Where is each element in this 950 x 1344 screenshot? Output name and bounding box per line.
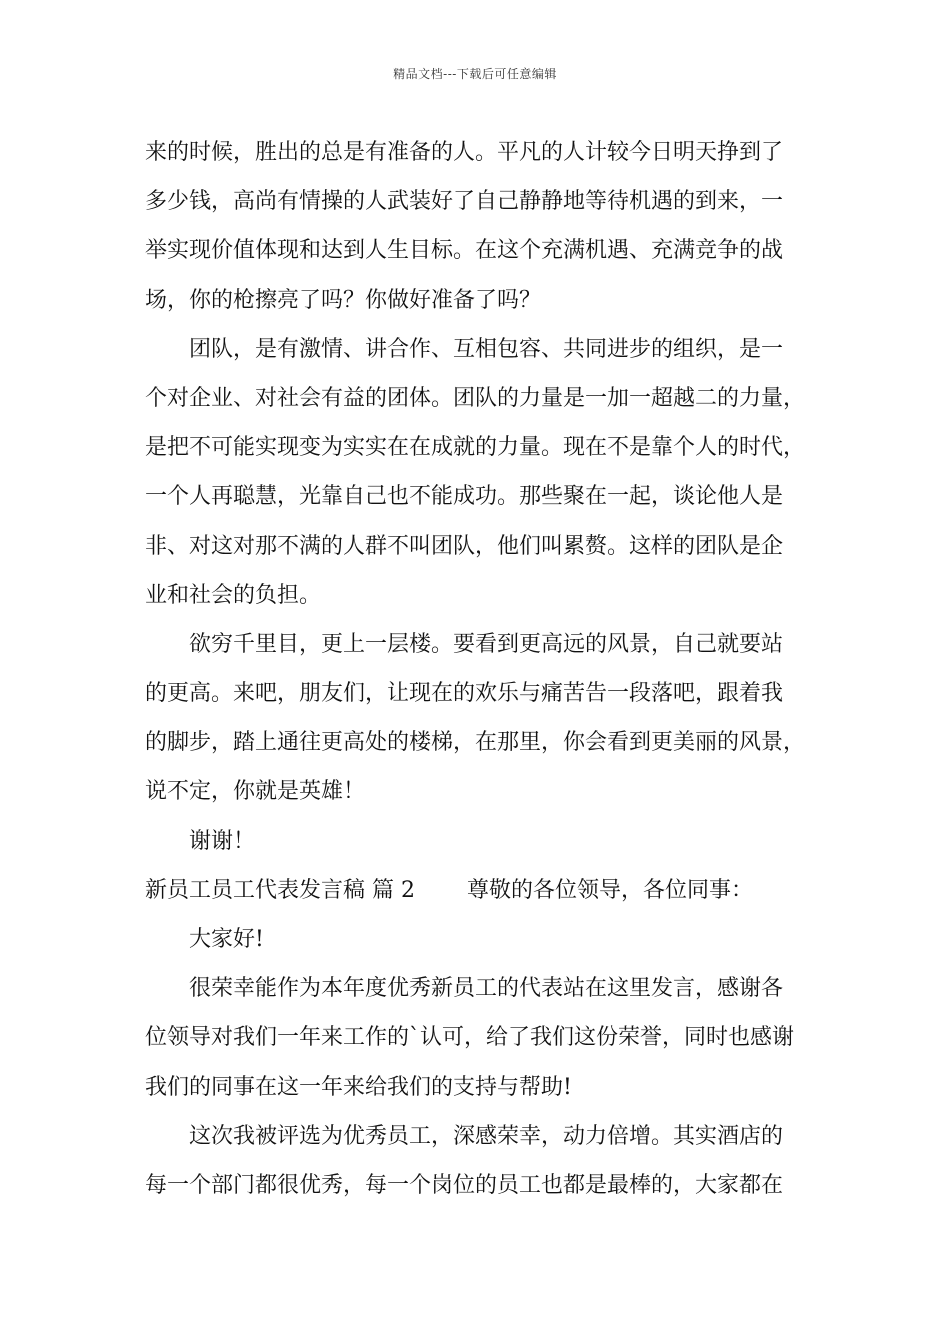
paragraph-line: 举实现价值体现和达到人生目标。在这个充满机遇、充满竞争的战 (145, 238, 784, 264)
paragraph-line: 来的时候，胜出的总是有准备的人。平凡的人计较今日明天挣到了 (145, 140, 784, 165)
paragraph-line: 的更高。来吧，朋友们，让现在的欢乐与痛苦告一段落吧，跟着我 (145, 681, 784, 707)
greeting-line: 大家好! (189, 927, 264, 952)
paragraph-line: 欲穷千里目，更上一层楼。要看到更高远的风景，自己就要站 (189, 631, 784, 657)
document-body (145, 128, 825, 1210)
section-title: 新员工员工代表发言稿 篇 2 (145, 877, 415, 903)
page-header: 精品文档---下载后可任意编辑 (393, 67, 557, 81)
paragraph-line: 场，你的枪擦亮了吗？你做好准备了吗？ (145, 287, 542, 313)
paragraph-line: 多少钱，高尚有情操的人武装好了自己静静地等待机遇的到来，一 (145, 189, 784, 215)
paragraph-line: 每一个部门都很优秀，每一个岗位的员工也都是最棒的，大家都在 (145, 1172, 784, 1198)
salutation: 尊敬的各位领导，各位同事： (466, 877, 753, 903)
paragraph-line: 很荣幸能作为本年度优秀新员工的代表站在这里发言，感谢各 (189, 976, 784, 1002)
paragraph-line: 是把不可能实现变为实实在在成就的力量。现在不是靠个人的时代， (145, 435, 806, 461)
paragraph-line: 说不定，你就是英雄！ (145, 779, 366, 805)
paragraph-line: 我们的同事在这一年来给我们的支持与帮助! (145, 1074, 572, 1100)
paragraph-line: 的脚步，踏上通往更高处的楼梯，在那里，你会看到更美丽的风景， (145, 730, 806, 756)
thanks-line: 谢谢！ (189, 828, 256, 854)
paragraph-line: 业和社会的负担。 (145, 582, 322, 608)
paragraph-line: 位领导对我们一年来工作的`认可，给了我们这份荣誉，同时也感谢 (145, 1025, 795, 1051)
section-heading-line (145, 866, 825, 915)
paragraph-line: 这次我被评选为优秀员工，深感荣幸，动力倍增。其实酒店的 (189, 1123, 784, 1149)
paragraph-line: 一个人再聪慧，光靠自己也不能成功。那些聚在一起，谈论他人是 (145, 484, 784, 510)
paragraph-line: 个对企业、对社会有益的团体。团队的力量是一加一超越二的力量， (145, 385, 806, 411)
paragraph-line: 团队，是有激情、讲合作、互相包容、共同进步的组织，是一 (189, 336, 784, 362)
paragraph-line: 非、对这对那不满的人群不叫团队，他们叫累赘。这样的团队是企 (145, 533, 784, 559)
